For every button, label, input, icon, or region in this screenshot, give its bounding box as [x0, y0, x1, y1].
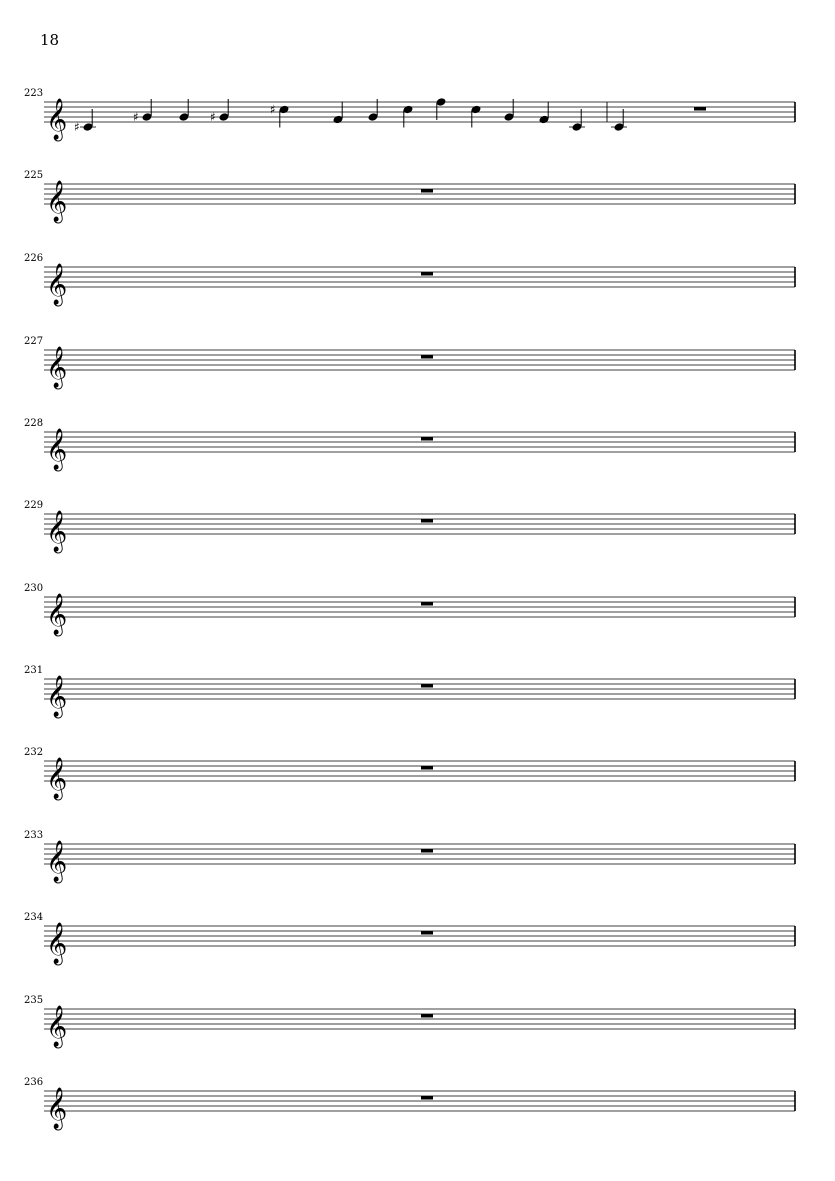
whole-rest	[421, 189, 433, 193]
whole-rest	[421, 931, 433, 935]
whole-rest	[421, 684, 433, 688]
whole-rest	[421, 602, 433, 606]
treble-clef-icon: 𝄞	[46, 923, 68, 964]
treble-clef-icon: 𝄞	[46, 99, 68, 140]
whole-rest	[421, 766, 433, 770]
sharp-accidental: ♯	[133, 110, 139, 124]
measure-number: 227	[24, 336, 44, 347]
treble-clef-icon: 𝄞	[46, 511, 68, 552]
measure-number: 232	[24, 747, 44, 758]
whole-rest	[421, 437, 433, 441]
treble-clef-icon: 𝄞	[46, 594, 68, 635]
whole-rest	[421, 272, 433, 276]
sharp-accidental: ♯	[270, 102, 276, 117]
whole-rest	[421, 1014, 433, 1018]
whole-rest	[421, 1096, 433, 1100]
measure-number: 223	[24, 88, 44, 99]
measure-number: 230	[24, 583, 44, 594]
measure-number: 225	[24, 170, 44, 181]
sharp-accidental: ♯	[74, 120, 80, 134]
measure-number: 228	[24, 418, 44, 429]
measure-number: 229	[24, 500, 44, 511]
measure-number: 231	[24, 665, 44, 676]
treble-clef-icon: 𝄞	[46, 841, 68, 882]
whole-rest	[421, 355, 433, 359]
measure-number: 226	[24, 253, 44, 264]
sharp-accidental: ♯	[210, 110, 216, 124]
treble-clef-icon: 𝄞	[46, 758, 68, 799]
measure-number: 234	[24, 912, 44, 923]
whole-rest	[421, 849, 433, 853]
whole-rest	[421, 519, 433, 523]
treble-clef-icon: 𝄞	[46, 676, 68, 717]
measure-number: 236	[24, 1077, 44, 1088]
measure-number: 235	[24, 995, 44, 1006]
treble-clef-icon: 𝄞	[46, 1088, 68, 1129]
page-number: 18	[40, 31, 60, 49]
treble-clef-icon: 𝄞	[46, 347, 68, 388]
measure-number: 233	[24, 830, 44, 841]
treble-clef-icon: 𝄞	[46, 264, 68, 305]
treble-clef-icon: 𝄞	[46, 429, 68, 470]
treble-clef-icon: 𝄞	[46, 181, 68, 222]
whole-rest	[694, 107, 706, 111]
treble-clef-icon: 𝄞	[46, 1006, 68, 1047]
